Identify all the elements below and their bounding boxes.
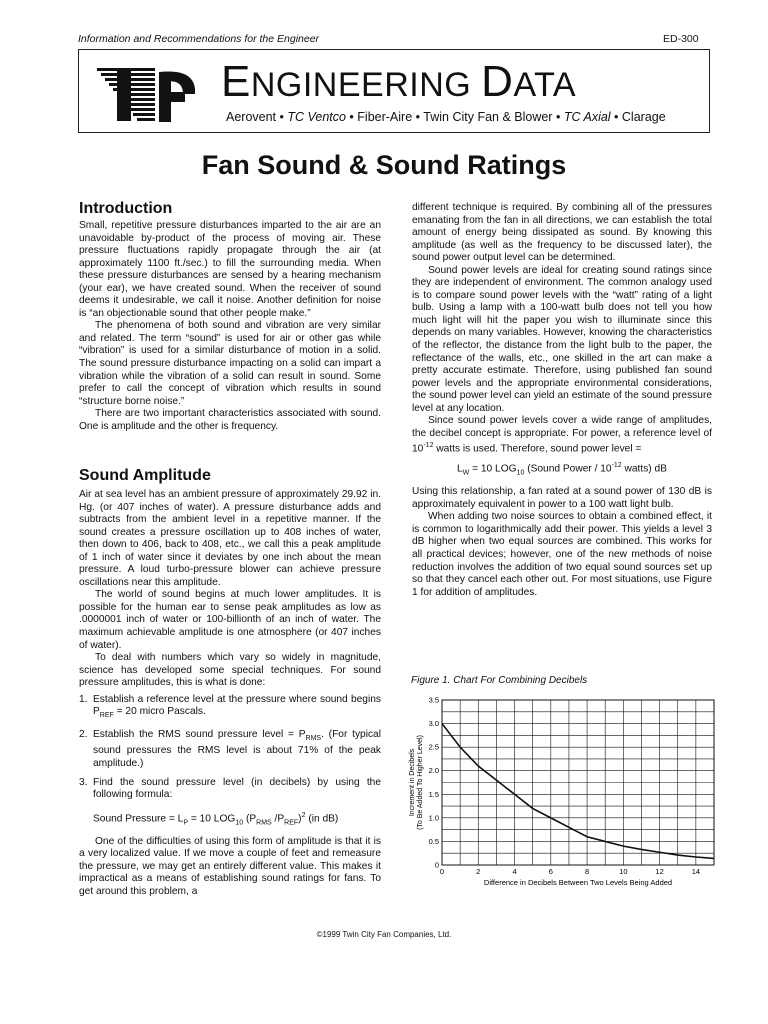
- x-tick-label: 8: [584, 867, 590, 876]
- y-tick-label: 1.0: [428, 813, 439, 823]
- amp-paragraph: One of the difficulties of using this form of amplitude is that it is a very localized value. If we move a couple of feet and remeasure the pressure, we may get an entirely different value. This makes it impractical as a means of establishing sound ratings for fans. To get around this problem, a: [79, 835, 381, 897]
- y-tick-label: 1.5: [428, 789, 439, 799]
- masthead: [78, 49, 710, 133]
- x-tick-label: 4: [512, 867, 517, 876]
- steps-list: [79, 694, 381, 802]
- x-axis-label: Difference in Decibels Between Two Levels Being Added: [483, 878, 673, 887]
- y-tick-label: 2.5: [428, 742, 439, 752]
- right-column: [412, 202, 712, 599]
- y-tick-label: 0.5: [428, 836, 439, 846]
- sound-amplitude-section: [79, 489, 381, 898]
- list-item: 1. Establish a reference level at the pressure where sound begins $P_{REF} = 20$ micro Pascals.: [79, 693, 381, 720]
- body-paragraph: Using this relationship, a fan rated at a sound power of 130 dB is approximately equivalent in power to a 100 watt light bulb.: [412, 486, 712, 510]
- page-title: Fan Sound & Sound Ratings: [201, 150, 567, 180]
- x-tick-label: 10: [619, 867, 628, 876]
- x-tick-label: 0: [439, 867, 445, 876]
- intro-paragraph: Small, repetitive pressure disturbances imparted to the air are an unavoidable by-product of the process of moving air. These pressure fluctuations rapidly propagate through the air (at approximately 1100 ft./sec.) to fill the surrounding media. When these pressure disturbances are sensed by a hearing mechanism (your ear), we have created sound. When the receiver of sound deems it undesirable, we call it noise. Another definition for noise is “an objectionable sound that other people make.”: [79, 220, 381, 319]
- company-logo-icon: [97, 64, 199, 126]
- document-number: ED-300: [663, 33, 699, 45]
- y-axis-label: (To Be Added To Higher Level): [417, 735, 424, 830]
- masthead-title: ENGINEERING DATA: [221, 57, 577, 106]
- intro-heading: Introduction: [79, 200, 173, 217]
- x-tick-label: 2: [476, 867, 481, 876]
- list-item: 2. Establish the RMS sound pressure level = $P_{RMS}$. (For typical sound pressures the RMS level is about 71% of the peak amplitude.): [79, 728, 381, 769]
- body-paragraph: different technique is required. By combining all of the pressures emanating from the fan in all directions, we can establish the total amount of energy being dissipated as sound. By knowing this amplitude (as well as the frequency to be discussed later), the sound power output level can be determined.: [412, 202, 712, 264]
- intro-paragraph: The phenomena of both sound and vibration are very similar and related. The term “sound” is used for air or other gas while “vibration” is used for a similar disturbance of motion in a solid. The sound pressure disturbance impacting on a solid can impart a vibration while the vibration of a solid can result in sound. Some prefer to call the concept of vibration which results in sound “structure borne noise.”: [79, 320, 381, 407]
- y-tick-label: 3.0: [428, 719, 439, 729]
- list-item: 3. Find the sound pressure level (in decibels) by using the following formula:: [79, 776, 381, 801]
- intro-paragraph: There are two important characteristics associated with sound. One is amplitude and the other is frequency.: [79, 408, 381, 432]
- x-tick-label: 6: [548, 867, 553, 876]
- header-tagline: Information and Recommendations for the Engineer: [78, 33, 320, 45]
- y-tick-label: 0: [434, 860, 439, 870]
- series-line: [442, 724, 714, 859]
- y-tick-label: 2.0: [428, 766, 439, 776]
- sound-power-formula: $L_W = 10$ $LOG_{10}$ (Sound Power / $10^{-12}$ watts) dB: [456, 462, 667, 477]
- amp-paragraph: To deal with numbers which vary so widely in magnitude, science has developed some special techniques. For sound pressure amplitudes, this is what is done:: [79, 652, 381, 689]
- amp-paragraph: The world of sound begins at much lower amplitudes. It is possible for the human ear to sense peak amplitudes as low as .0000001 inch of water or 100-billionth of an inch of water. The maximum achievable amplitude is one atmosphere (or 407 inches of water).: [79, 589, 381, 651]
- decibel-combining-chart: [400, 690, 720, 890]
- body-paragraph: Sound power levels are ideal for creating sound ratings since they are independent of environment. The common analogy used is to compare sound power levels with the “watt” rating of a light bulb. Using a lamp with a 100-watt bulb does not tell you how much light will hit the paper you wish to illuminate since this depends on many variables. However, knowing the characteristics of the reflector, the distance from the light bulb to the paper, the reflectance of the walls, etc., one skilled in the art can make a pretty accurate estimate. Therefore, using published fan sound power levels and the appropriate environmental considerations, the sound power level can yield an estimate of the sound pressure level at any location.: [412, 264, 712, 414]
- copyright-footer: ©1999 Twin City Fan Companies, Ltd.: [316, 930, 452, 939]
- intro-section: [79, 220, 381, 433]
- x-tick-label: 14: [691, 867, 701, 876]
- brand-list: Aerovent • TC Ventco • Fiber-Aire • Twin City Fan & Blower • TC Axial • Clarage: [226, 110, 666, 124]
- amp-paragraph: Air at sea level has an ambient pressure of approximately 29.92 in. Hg. (or 407 inches of water). A pressure disturbance adds and subtracts from the ambient level in a repetitive manner. If the sound creates a pressure oscillation up to 408 inches of water, then down to 406, back to 408, etc., we call this a peak amplitude of 1 inch of water since it deviates by one inch about the mean pressure. A loud turbo-pressure blower can achieve pressure oscillations near this amplitude.: [79, 489, 381, 588]
- y-axis-label: Increment in Decibels: [409, 748, 416, 817]
- sound-pressure-formula: Sound Pressure = $L_P = 10$ $LOG_{10}$ ($P_{RMS}$ $/P_{REF})^2$ (in dB): [93, 811, 339, 827]
- figure-caption: Figure 1. Chart For Combining Decibels: [411, 675, 588, 686]
- x-tick-label: 12: [655, 867, 664, 876]
- body-paragraph: Since sound power levels cover a wide range of amplitudes, the decibel concept is appropriate. For power, a reference level of $10^{-12}$ watts is used. Therefore, sound power level =: [412, 415, 712, 455]
- sound-amplitude-heading: Sound Amplitude: [79, 467, 211, 484]
- body-paragraph: When adding two noise sources to obtain a combined effect, it is common to logarithmically add their power. This yields a level 3 dB higher when two equal sources are combined. This works for all practical devices; however, one of the new methods of noise reduction involves the addition of two equal sound sources set up so that they cancel each other out. For most situations, use Figure 1 for addition of amplitudes.: [412, 511, 712, 598]
- y-tick-label: 3.5: [428, 695, 439, 705]
